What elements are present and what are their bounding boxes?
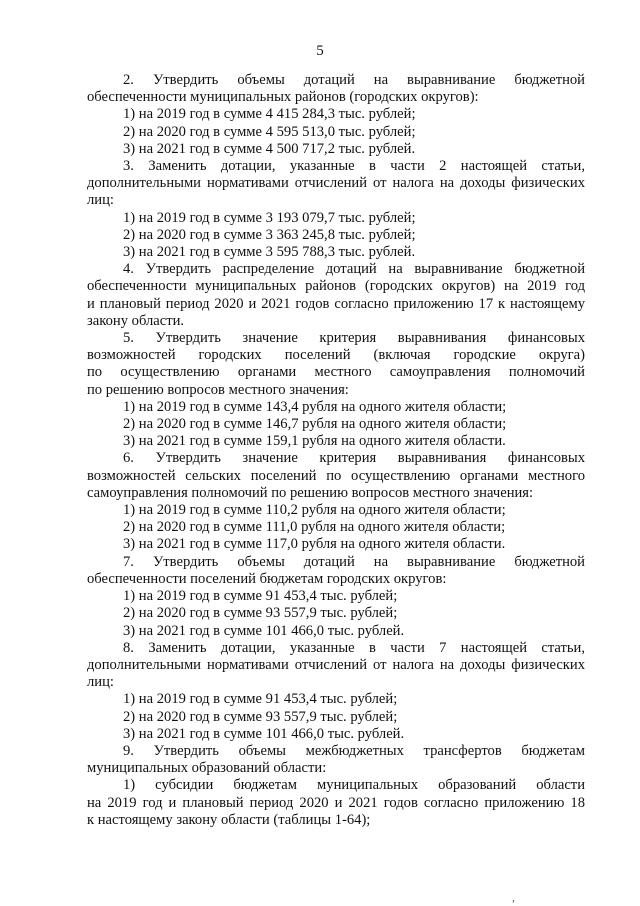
list-item: 3) на 2021 год в сумме 117,0 рубля на одного жителя области. [123, 536, 506, 553]
paragraph-line: и плановый период 2020 и 2021 годов согласно приложению 17 к настоящему [87, 295, 585, 312]
paragraph-line: самоуправления полномочий по решению вопросов местного значения: [87, 484, 534, 501]
paragraph-line: к настоящему закону области (таблицы 1-64); [87, 811, 371, 828]
paragraph-line: лиц: [87, 192, 114, 209]
list-item: 1) на 2019 год в сумме 91 453,4 тыс. рублей; [123, 691, 398, 708]
list-item: 2) на 2020 год в сумме 93 557,9 тыс. рублей; [123, 605, 398, 622]
paragraph-line: возможностей сельских поселений по осуществлению органами местного [87, 467, 585, 484]
list-item: 2) на 2020 год в сумме 93 557,9 тыс. рублей; [123, 708, 398, 725]
paragraph [87, 450, 585, 502]
list-item: 1) на 2019 год в сумме 110,2 рубля на одного жителя области; [123, 502, 506, 519]
paragraph-line: закону области. [87, 312, 185, 329]
paragraph-line: 2. Утвердить объемы дотаций на выравнивание бюджетной [123, 72, 585, 88]
paragraph-line: обеспеченности муниципальных районов (городских округов): [87, 89, 479, 106]
paragraph-line: муниципальных образований области: [87, 760, 327, 777]
paragraph-line: 1) субсидии бюджетам муниципальных образований области [123, 777, 585, 794]
document-body [87, 72, 585, 829]
paragraph-line: обеспеченности муниципальных районов (городских округов) на 2019 год [87, 278, 585, 295]
list-item: 2) на 2020 год в сумме 3 363 245,8 тыс. рублей; [123, 226, 416, 243]
list-item: 1) на 2019 год в сумме 4 415 284,3 тыс. рублей; [123, 106, 416, 123]
paragraph-line: на 2019 год и плановый период 2020 и 2021 годов согласно приложению 18 [87, 794, 585, 811]
paragraph-line: 8. Заменить дотации, указанные в части 7 настоящей статьи, [123, 639, 585, 656]
paragraph-line: дополнительными нормативами отчислений от налога на доходы физических [87, 656, 585, 673]
paragraph-line: лиц: [87, 674, 114, 691]
list-item: 3) на 2021 год в сумме 4 500 717,2 тыс. рублей. [123, 140, 416, 157]
list-item: 3) на 2021 год в сумме 3 595 788,3 тыс. рублей. [123, 244, 416, 261]
scan-mark: , [512, 890, 515, 904]
paragraph [87, 777, 585, 829]
paragraph [87, 743, 585, 777]
list-item: 1) на 2019 год в сумме 3 193 079,7 тыс. рублей; [123, 209, 416, 226]
paragraph-line: обеспеченности поселений бюджетам городских округов: [87, 570, 447, 587]
paragraph-line: дополнительными нормативами отчислений от налога на доходы физических [87, 175, 585, 192]
paragraph-line: 9. Утвердить объемы межбюджетных трансфертов бюджетам [123, 742, 585, 759]
list-item: 1) на 2019 год в сумме 143,4 рубля на одного жителя области; [123, 398, 507, 415]
list-item: 2) на 2020 год в сумме 4 595 513,0 тыс. рублей; [123, 123, 416, 140]
list-item: 2) на 2020 год в сумме 146,7 рубля на одного жителя области; [123, 416, 507, 433]
paragraph-line: по осуществлению органами местного самоуправления полномочий [87, 364, 585, 381]
list-item: 3) на 2021 год в сумме 159,1 рубля на одного жителя области. [123, 433, 506, 450]
paragraph-line: 5. Утвердить значение критерия выравнивания финансовых [123, 330, 585, 347]
list-item: 3) на 2021 год в сумме 101 466,0 тыс. рублей. [123, 725, 405, 742]
paragraph [87, 554, 585, 588]
paragraph-line: возможностей городских поселений (включая городские округа) [87, 347, 585, 364]
page-number: 5 [316, 43, 324, 59]
list-item: 2) на 2020 год в сумме 111,0 рубля на одного жителя области; [123, 519, 506, 536]
paragraph [87, 640, 585, 692]
list-item: 3) на 2021 год в сумме 101 466,0 тыс. рублей. [123, 622, 405, 639]
paragraph-line: 7. Утвердить объемы дотаций на выравнивание бюджетной [123, 553, 585, 570]
paragraph-line: 3. Заменить дотации, указанные в части 2 настоящей статьи, [123, 158, 585, 175]
paragraph-line: 4. Утвердить распределение дотаций на выравнивание бюджетной [123, 261, 585, 278]
paragraph [87, 330, 585, 399]
list-item: 1) на 2019 год в сумме 91 453,4 тыс. рублей; [123, 588, 398, 605]
paragraph-line: по решению вопросов местного значения: [87, 381, 349, 398]
paragraph [87, 261, 585, 330]
paragraph [87, 72, 585, 106]
paragraph-line: 6. Утвердить значение критерия выравнивания финансовых [123, 450, 585, 467]
paragraph [87, 158, 585, 210]
